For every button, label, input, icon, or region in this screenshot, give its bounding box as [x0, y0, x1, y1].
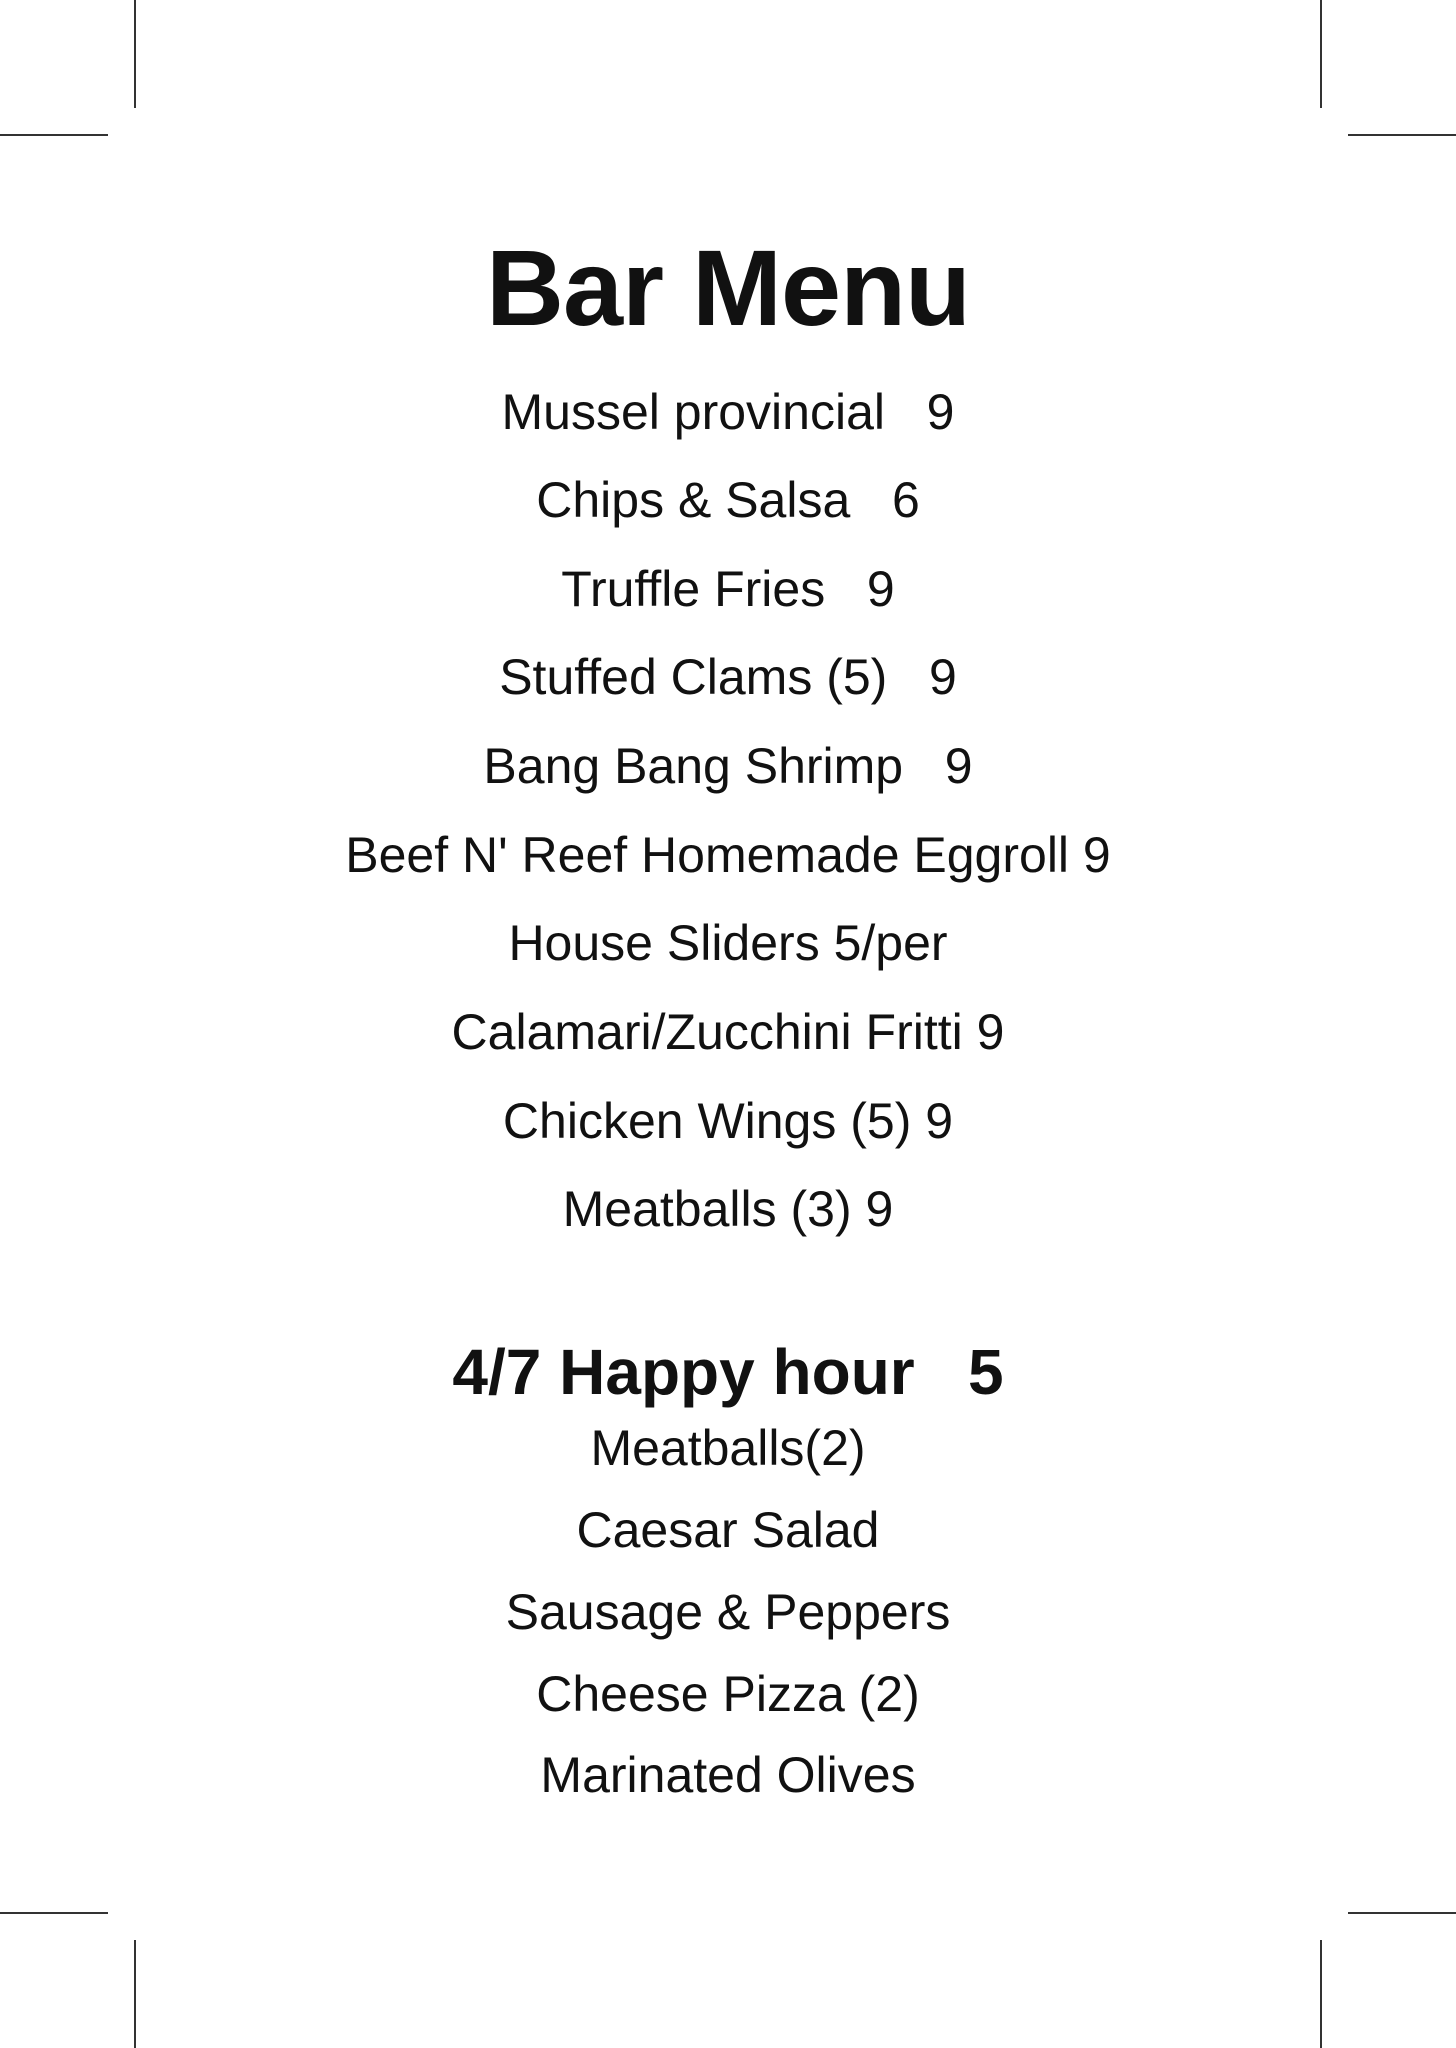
crop-mark-top-left-vertical — [134, 0, 136, 108]
menu-item: Stuffed Clams (5) 9 — [499, 649, 957, 705]
crop-mark-bottom-right-horizontal — [1348, 1912, 1456, 1914]
happy-hour-item: Meatballs(2) — [590, 1420, 866, 1476]
happy-hour-item: Marinated Olives — [540, 1747, 916, 1803]
happy-hour-item: Sausage & Peppers — [505, 1584, 951, 1640]
happy-hour-title: 4/7 Happy hour 5 — [452, 1336, 1004, 1408]
happy-hour-item: Cheese Pizza (2) — [536, 1666, 920, 1722]
menu-item: Truffle Fries 9 — [561, 561, 895, 617]
menu-item: Calamari/Zucchini Fritti 9 — [451, 1004, 1005, 1060]
crop-mark-bottom-left-vertical — [134, 1940, 136, 2048]
crop-mark-top-right-horizontal — [1348, 134, 1456, 136]
menu-item: House Sliders 5/per — [508, 915, 948, 971]
happy-hour-item: Caesar Salad — [576, 1502, 880, 1558]
menu-item: Chips & Salsa 6 — [536, 472, 920, 528]
crop-mark-top-left-horizontal — [0, 134, 108, 136]
menu-item: Meatballs (3) 9 — [562, 1181, 894, 1237]
crop-mark-bottom-left-horizontal — [0, 1912, 108, 1914]
crop-mark-bottom-right-vertical — [1320, 1940, 1322, 2048]
menu-title: Bar Menu — [485, 227, 971, 348]
menu-item: Chicken Wings (5) 9 — [502, 1093, 954, 1149]
menu-item: Beef N' Reef Homemade Eggroll 9 — [345, 827, 1111, 883]
menu-item: Bang Bang Shrimp 9 — [483, 738, 973, 794]
crop-mark-top-right-vertical — [1320, 0, 1322, 108]
menu-item: Mussel provincial 9 — [501, 384, 955, 440]
